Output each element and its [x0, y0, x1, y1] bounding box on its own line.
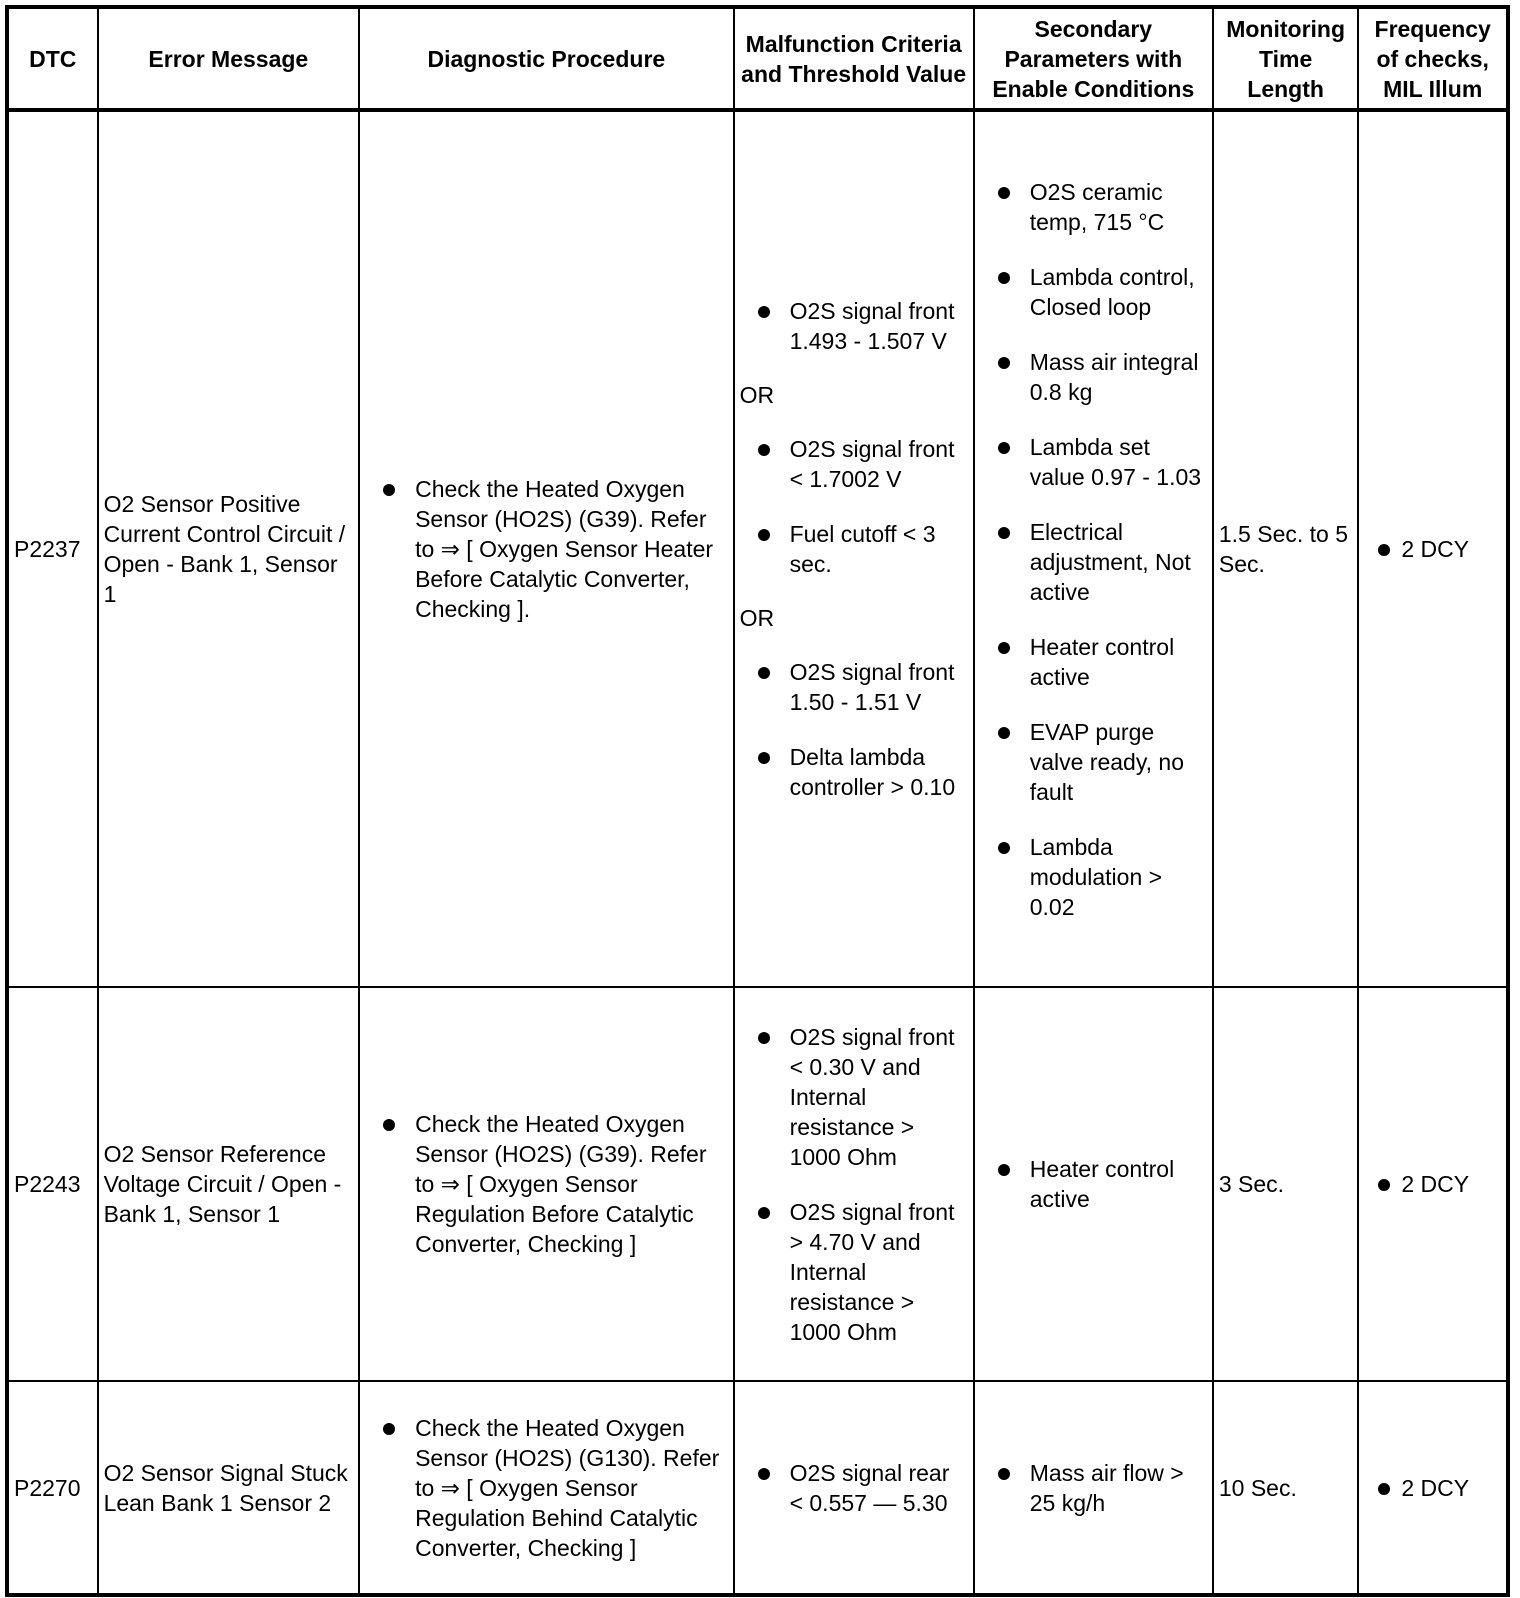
- header-monitoring-time: Monitoring Time Length: [1213, 7, 1359, 110]
- frequency-item: 2 DCY: [1364, 1169, 1501, 1199]
- malfunction-criteria: [734, 987, 974, 1381]
- header-dtc: DTC: [7, 7, 98, 110]
- procedure-item: Check the Heated Oxygen Sensor (HO2S) (G39). Refer to ⇒ [ Oxygen Sensor Regulation Before Catalytic Converter, Checking ]: [365, 1109, 727, 1259]
- or-separator: OR: [739, 382, 775, 408]
- diagnostic-procedure: [359, 987, 733, 1381]
- procedure-item: Check the Heated Oxygen Sensor (HO2S) (G130). Refer to ⇒ [ Oxygen Sensor Regulation Behind Catalytic Converter, Checking ]: [365, 1413, 727, 1563]
- criteria-item: Fuel cutoff < 3 sec.: [740, 519, 968, 579]
- monitoring-time: 10 Sec.: [1213, 1381, 1359, 1595]
- criteria-item: O2S signal front > 4.70 V and Internal resistance > 1000 Ohm: [740, 1197, 968, 1347]
- secondary-item: Electrical adjustment, Not active: [980, 517, 1207, 607]
- secondary-parameters: [974, 987, 1213, 1381]
- monitoring-time: 3 Sec.: [1213, 987, 1359, 1381]
- header-secondary-parameters: Secondary Parameters with Enable Conditions: [974, 7, 1213, 110]
- secondary-item: Heater control active: [980, 1154, 1207, 1214]
- criteria-item: O2S signal front 1.50 - 1.51 V: [740, 657, 968, 717]
- secondary-item: Mass air flow > 25 kg/h: [980, 1458, 1207, 1518]
- dtc-code: P2237: [7, 110, 98, 987]
- criteria-item: O2S signal front < 0.30 V and Internal resistance > 1000 Ohm: [740, 1022, 968, 1172]
- diagnostic-procedure: [359, 1381, 733, 1595]
- procedure-item: Check the Heated Oxygen Sensor (HO2S) (G39). Refer to ⇒ [ Oxygen Sensor Heater Before Catalytic Converter, Checking ].: [365, 474, 727, 624]
- header-frequency: Frequency of checks, MIL Illum: [1358, 7, 1508, 110]
- secondary-item: Lambda modulation > 0.02: [980, 832, 1207, 922]
- or-separator: OR: [739, 605, 775, 631]
- header-row: [7, 7, 1508, 110]
- criteria-item: O2S signal front 1.493 - 1.507 V: [740, 296, 968, 356]
- error-message: O2 Sensor Reference Voltage Circuit / Open - Bank 1, Sensor 1: [98, 987, 360, 1381]
- header-diagnostic-procedure: Diagnostic Procedure: [359, 7, 733, 110]
- frequency: [1358, 987, 1508, 1381]
- malfunction-criteria: [734, 110, 974, 987]
- table-row: [7, 987, 1508, 1381]
- table-row: [7, 1381, 1508, 1595]
- secondary-item: Heater control active: [980, 632, 1207, 692]
- frequency: [1358, 110, 1508, 987]
- monitoring-time: 1.5 Sec. to 5 Sec.: [1213, 110, 1359, 987]
- error-message: O2 Sensor Signal Stuck Lean Bank 1 Sensor 2: [98, 1381, 360, 1595]
- header-malfunction-criteria: Malfunction Criteria and Threshold Value: [734, 7, 974, 110]
- frequency: [1358, 1381, 1508, 1595]
- secondary-item: Lambda control, Closed loop: [980, 262, 1207, 322]
- table-row: [7, 110, 1508, 987]
- criteria-item: O2S signal front < 1.7002 V: [740, 434, 968, 494]
- malfunction-criteria: [734, 1381, 974, 1595]
- secondary-parameters: [974, 1381, 1213, 1595]
- dtc-code: P2243: [7, 987, 98, 1381]
- secondary-item: Lambda set value 0.97 - 1.03: [980, 432, 1207, 492]
- criteria-item: O2S signal rear < 0.557 — 5.30: [740, 1458, 968, 1518]
- criteria-item: Delta lambda controller > 0.10: [740, 742, 968, 802]
- frequency-item: 2 DCY: [1364, 1473, 1501, 1503]
- secondary-item: EVAP purge valve ready, no fault: [980, 717, 1207, 807]
- error-message: O2 Sensor Positive Current Control Circuit / Open - Bank 1, Sensor 1: [98, 110, 360, 987]
- secondary-item: O2S ceramic temp, 715 °C: [980, 177, 1207, 237]
- secondary-parameters: [974, 110, 1213, 987]
- header-error-message: Error Message: [98, 7, 360, 110]
- dtc-table: [5, 5, 1510, 1597]
- frequency-item: 2 DCY: [1364, 534, 1501, 564]
- diagnostic-procedure: [359, 110, 733, 987]
- secondary-item: Mass air integral 0.8 kg: [980, 347, 1207, 407]
- dtc-code: P2270: [7, 1381, 98, 1595]
